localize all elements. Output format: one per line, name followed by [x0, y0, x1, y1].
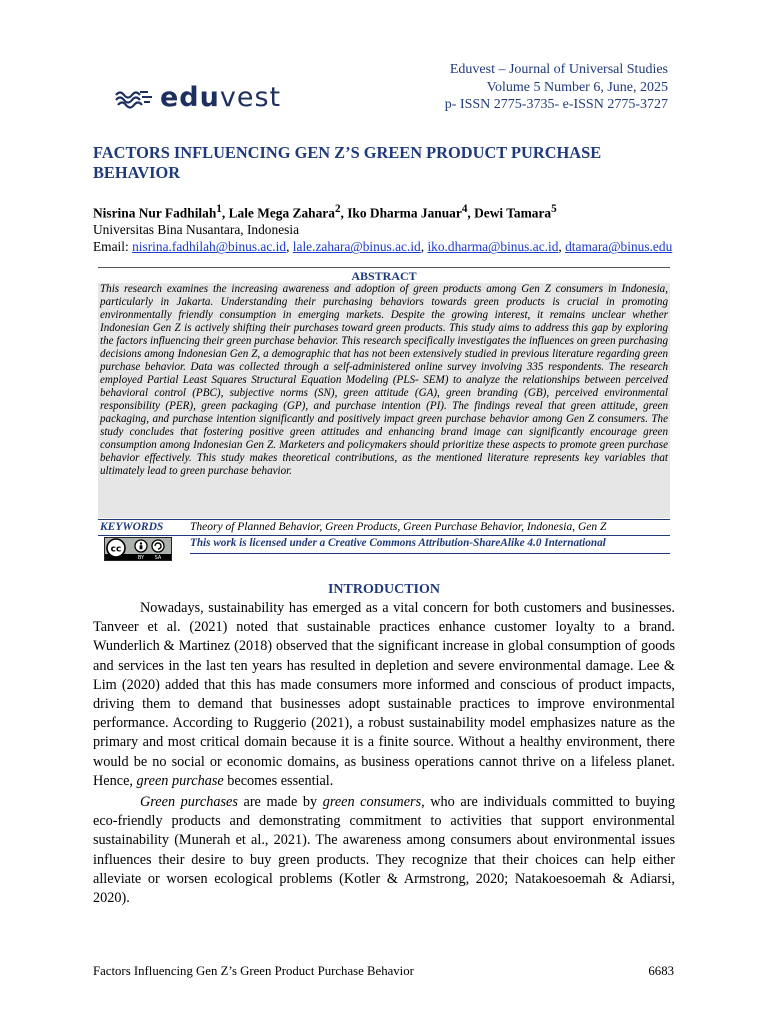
email-link-4[interactable]: dtamara@binus.edu: [565, 239, 673, 255]
paragraph-2: Green purchases are made by green consumers, who are individuals committed to buying eco-friendly products and demonstrating commitment to activities that support environmental sustainability (Munerah et al., 2021). The awareness among consumers about environmental issues influences their desire to buy green products. They recognize that their choices can help either alleviate or worsen ecological problems (Kotler & Armstrong, 2020; Natakoesoemah & Adiarsi, 2020).: [93, 794, 675, 907]
journal-volume: Volume 5 Number 6, June, 2025: [486, 79, 668, 95]
abstract-heading: ABSTRACT: [98, 267, 670, 283]
creative-commons-icon: [105, 538, 171, 560]
paragraph-1: Nowadays, sustainability has emerged as a vital concern for both customers and businesses. Tanveer et al. (2021) noted that sustainable practices enhance customer loyalty to a brand. Wunderlich & Martinez (2018) observed that the significant increase in global consumption of goods and services in the last ten years has resulted in depletion and severe environmental damage. Lee & Lim (2020) added that this has made consumers more informed and conscious of product impacts, driving them to demand that businesses adopt sustainable practices to improve environmental performance. According to Ruggerio (2021), a robust sustainability model emphasizes nature as the primary and most critical domain because it is a finite source. Without a healthy environment, there would be no social or economic domains, as business operations cannot thrive on a lifeless planet. Hence, green purchase becomes essential.: [93, 600, 675, 789]
journal-issn: p- ISSN 2775-3735- e-ISSN 2775-3727: [444, 97, 668, 112]
abstract-text: This research examines the increasing awareness and adoption of green products among Gen Z consumers in Indonesia, particularly in Jakarta. Understanding their purchasing behaviors towards green products is crucial in promoting environmentally friendly consumption in emerging markets. Despite the growing interest, it remains unclear whether Indonesian Gen Z is actively shifting their purchases toward green products. This study aims to address this gap by exploring the factors influencing their green purchase behavior. This research specifically investigates the influences on green purchasing decisions among Indonesian Gen Z, a demographic that has not been extensively studied in previous literature regarding green purchase behavior. Data was collected through a self-administered online survey involving 335 respondents. The research employed Partial Least Squares Structural Equation Modeling (PLS- SEM) to analyze the relationships between perceived behavioral control (PBC), subjective norms (SN), green attitude (GA), green branding (GB), perceived environmental responsibility (PER), green packaging (GP), and purchase intention (PI). The findings reveal that green attitude, green packaging, and purchase intention significantly and positively impact green purchase behavior among Gen Z consumers. The study concludes that fostering positive green attitudes and enhancing brand image can significantly encourage green consumption among Indonesian Gen Z. Marketers and policymakers should prioritize these aspects to promote green purchase behavior effectively. This study makes theoretical contributions, as the mentioned literature represents key variables that ultimately lead to green purchase behavior.: [98, 283, 670, 518]
author-block: [93, 201, 683, 255]
logo-waves-icon: [114, 86, 154, 110]
journal-name: Eduvest – Journal of Universal Studies: [449, 62, 668, 77]
license-row: [98, 535, 670, 563]
license-divider: [190, 553, 670, 554]
svg-text:SA: SA: [154, 555, 162, 560]
introduction-heading: INTRODUCTION: [327, 582, 440, 597]
svg-text:BY: BY: [137, 555, 145, 560]
keywords-label: KEYWORDS: [100, 521, 164, 533]
email-line: Email: nisrina.fadhilah@binus.ac.id, lale.zahara@binus.ac.id, iko.dharma@binus.ac.id, dtamara@binus.edu: [93, 239, 673, 255]
license-text[interactable]: This work is licensed under a Creative Commons Attribution-ShareAlike 4.0 International: [190, 537, 606, 549]
paper-title: FACTORS INFLUENCING GEN Z’S GREEN PRODUCT PURCHASE BEHAVIOR: [93, 143, 602, 182]
svg-text:cc: cc: [110, 544, 122, 555]
email-link-3[interactable]: iko.dharma@binus.ac.id: [427, 239, 559, 255]
affiliation: Universitas Bina Nusantara, Indonesia: [93, 222, 300, 238]
email-link-1[interactable]: nisrina.fadhilah@binus.ac.id: [132, 239, 287, 255]
journal-info: [445, 61, 668, 114]
page-number: 6683: [648, 964, 674, 978]
running-title: Factors Influencing Gen Z’s Green Product Purchase Behavior: [93, 964, 414, 978]
eduvest-logo: [114, 84, 281, 112]
cc-by-sa-badge[interactable]: [104, 537, 172, 561]
author-names: Nisrina Nur Fadhilah$^1$, Lale Mega Zahara$^2$, Iko Dharma Januar$^4$, Dewi Tamara$^5$: [93, 203, 557, 221]
logo-wordmark: eduvest: [160, 82, 282, 113]
introduction-body: [93, 599, 675, 908]
keywords-row: [98, 519, 670, 536]
keywords-text: Theory of Planned Behavior, Green Products, Green Purchase Behavior, Indonesia, Gen Z: [190, 521, 607, 533]
email-link-2[interactable]: lale.zahara@binus.ac.id: [292, 239, 421, 255]
